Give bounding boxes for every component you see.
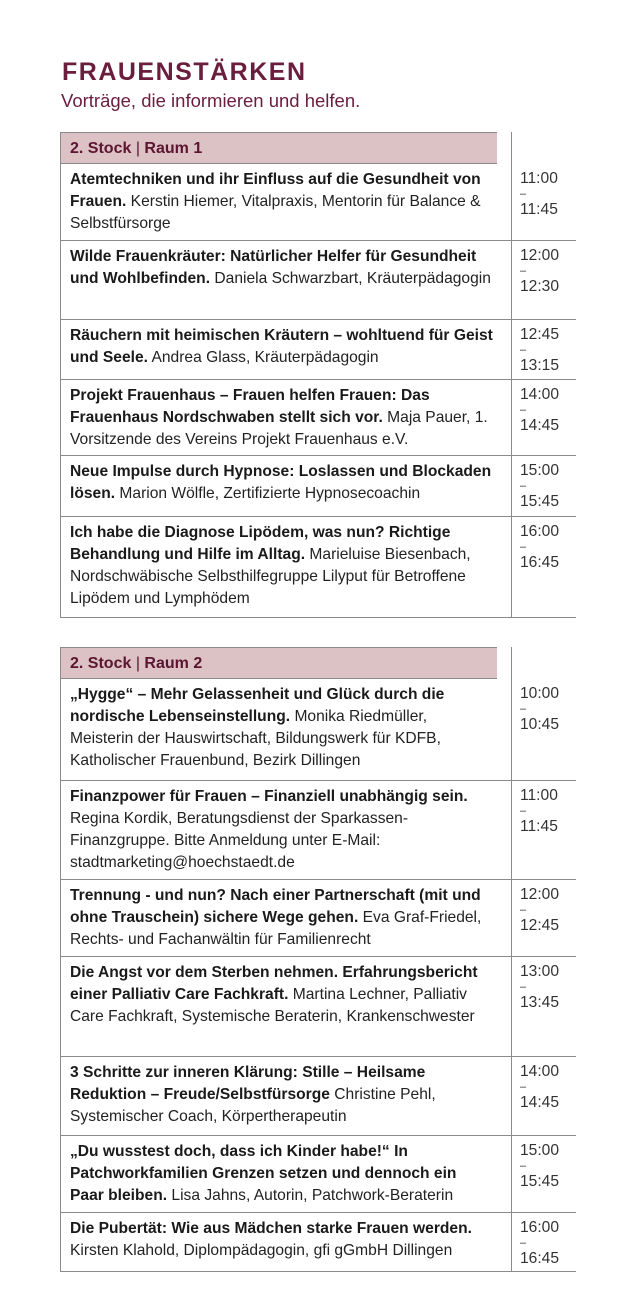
talk-title: Die Pubertät: Wie aus Mädchen starke Frauen werden. [70, 1220, 472, 1237]
talk-time [511, 1136, 576, 1212]
talk-time [511, 380, 576, 455]
header-separator: | [135, 655, 140, 672]
talk-time [511, 957, 576, 1056]
time-dash: – [520, 188, 527, 200]
talk-title: Räuchern mit heimischen Kräutern – wohltuend für Geist und Seele. [70, 327, 493, 366]
talk-row [60, 517, 576, 618]
talk-row [60, 880, 576, 957]
talk-speaker: Martina Lechner, Palliativ Care Fachkraft, Systemische Beraterin, Krankenschwester [70, 986, 475, 1025]
talk-title: 3 Schritte zur inneren Klärung: Stille – Heilsame Reduktion – Freude/Selbstfürsorge [70, 1064, 426, 1103]
talk-speaker: Regina Kordik, Beratungsdienst der Sparkassen-Finanzgruppe. Bitte Anmeldung unter E-Mail: stadtmarketing@hoechstaedt.de [70, 810, 409, 871]
talk-title: Wilde Frauenkräuter: Natürlicher Helfer für Gesundheit und Wohlbefinden. [70, 248, 477, 287]
talk-title: „Hygge“ – Mehr Gelassenheit und Glück durch die nordische Lebenseinstellung. [70, 686, 445, 725]
talk-speaker: Marion Wölfle, Zertifizierte Hypnosecoachin [119, 485, 421, 502]
section-room: Raum 2 [144, 655, 203, 672]
page-title: FRAUENSTÄRKEN [62, 58, 307, 86]
talk-start: 13:00 [520, 963, 560, 980]
talk-speaker: Kirsten Klahold, Diplompädagogin, gfi gGmbH Dillingen [70, 1242, 453, 1259]
time-dash: – [520, 1081, 527, 1093]
time-dash: – [520, 805, 527, 817]
talk-time [511, 679, 576, 780]
talk-description [60, 781, 497, 879]
talk-end: 13:15 [520, 357, 560, 374]
talk-end: 16:45 [520, 554, 560, 571]
talk-speaker: Andrea Glass, Kräuterpädagogin [151, 349, 379, 366]
talk-start: 16:00 [520, 523, 560, 540]
talk-title: Die Angst vor dem Sterben nehmen. Erfahrungsbericht einer Palliativ Care Fachkraft. [70, 964, 478, 1003]
talk-time [511, 320, 576, 379]
talk-description [60, 320, 497, 379]
talk-time [511, 241, 576, 319]
talk-title: Atemtechniken und ihr Einfluss auf die Gesundheit von Frauen. [70, 171, 481, 210]
talk-title: Neue Impulse durch Hypnose: Loslassen und Blockaden lösen. [70, 463, 492, 502]
talk-description [60, 957, 497, 1056]
talk-end: 11:45 [520, 201, 558, 218]
time-dash: – [520, 1237, 527, 1249]
talk-title: Ich habe die Diagnose Lipödem, was nun? Richtige Behandlung und Hilfe im Alltag. [70, 524, 451, 563]
page-subtitle: Vorträge, die informieren und helfen. [61, 90, 361, 111]
talk-end: 15:45 [520, 493, 560, 510]
talk-end: 16:45 [520, 1250, 560, 1267]
time-dash: – [520, 904, 527, 916]
talk-end: 15:45 [520, 1173, 560, 1190]
talk-start: 12:00 [520, 247, 560, 264]
talk-title: Trennung - und nun? Nach einer Partnerschaft (mit und ohne Trauschein) sichere Wege gehen. [70, 887, 481, 926]
schedule-section-raum-2 [60, 647, 576, 1272]
talk-row [60, 1057, 576, 1136]
talk-speaker: Monika Riedmüller, Meisterin der Hauswirtschaft, Bildungswerk für KDFB, Katholischer Frauenbund, Bezirk Dillingen [70, 708, 441, 769]
time-column-header [511, 647, 576, 679]
talk-start: 16:00 [520, 1219, 560, 1236]
time-dash: – [520, 1160, 527, 1172]
talk-start: 10:00 [520, 685, 560, 702]
talk-speaker: Kerstin Hiemer, Vitalpraxis, Mentorin für Balance & Selbstfürsorge [70, 193, 481, 232]
time-dash: – [520, 404, 527, 416]
talk-start: 14:00 [520, 1063, 560, 1080]
talk-time [511, 1057, 576, 1135]
section-floor: 2. Stock [70, 140, 132, 157]
talk-time [511, 781, 576, 879]
talk-start: 11:00 [520, 170, 558, 187]
talk-time [511, 880, 576, 956]
talk-end: 14:45 [520, 1094, 560, 1111]
talk-end: 14:45 [520, 417, 560, 434]
talk-row [60, 380, 576, 456]
talk-speaker: Daniela Schwarzbart, Kräuterpädagogin [214, 270, 491, 287]
time-dash: – [520, 480, 527, 492]
talk-description [60, 517, 497, 617]
talk-row [60, 320, 576, 380]
time-dash: – [520, 703, 527, 715]
talk-start: 12:45 [520, 326, 560, 343]
talk-speaker: Maja Pauer, 1. Vorsitzende des Vereins Projekt Frauenhaus e.V. [70, 409, 488, 448]
talk-end: 11:45 [520, 818, 558, 835]
talk-time [511, 164, 576, 240]
talk-end: 12:45 [520, 917, 560, 934]
time-dash: – [520, 981, 527, 993]
talk-row [60, 1136, 576, 1213]
talk-description [60, 679, 497, 780]
section-floor: 2. Stock [70, 655, 132, 672]
talk-description [60, 1213, 497, 1271]
talk-end: 12:30 [520, 278, 560, 295]
talk-title: Projekt Frauenhaus – Frauen helfen Frauen: Das Frauenhaus Nordschwaben stellt sich vor. [70, 387, 430, 426]
talk-description [60, 880, 497, 956]
talk-row [60, 164, 576, 241]
talk-speaker: Christine Pehl, Systemischer Coach, Körpertherapeutin [70, 1086, 436, 1125]
talk-row [60, 1213, 576, 1272]
talk-end: 10:45 [520, 716, 560, 733]
talk-end: 13:45 [520, 994, 560, 1011]
talk-start: 14:00 [520, 386, 560, 403]
talk-time [511, 456, 576, 516]
time-dash: – [520, 265, 527, 277]
talk-row [60, 957, 576, 1057]
time-column-header [511, 132, 576, 164]
talk-title: Finanzpower für Frauen – Finanziell unabhängig sein. [70, 788, 468, 805]
talk-speaker: Marieluise Biesenbach, Nordschwäbische Selbsthilfegruppe Lilyput für Betroffene Lipödem und Lymphödem [70, 546, 471, 607]
talk-description [60, 164, 497, 240]
talk-speaker: Lisa Jahns, Autorin, Patchwork-Beraterin [171, 1187, 454, 1204]
section-room: Raum 1 [144, 140, 203, 157]
talk-description [60, 241, 497, 319]
talk-description [60, 456, 497, 516]
talk-description [60, 380, 497, 455]
talk-time [511, 517, 576, 617]
talk-row [60, 679, 576, 781]
talk-speaker: Eva Graf-Friedel, Rechts- und Fachanwältin für Familienrecht [70, 909, 482, 948]
time-dash: – [520, 541, 527, 553]
talk-start: 15:00 [520, 1142, 560, 1159]
schedule-section-raum-1 [60, 132, 576, 618]
talk-start: 12:00 [520, 886, 560, 903]
header-separator: | [135, 140, 140, 157]
talk-row [60, 781, 576, 880]
talk-title: „Du wusstest doch, dass ich Kinder habe!“ In Patchworkfamilien Grenzen setzen und dennoch ein Paar bleiben. [70, 1143, 457, 1204]
talk-description [60, 1136, 497, 1212]
section-header [60, 647, 497, 679]
time-dash: – [520, 344, 527, 356]
talk-row [60, 456, 576, 517]
talk-row [60, 241, 576, 320]
talk-start: 11:00 [520, 787, 558, 804]
talk-start: 15:00 [520, 462, 560, 479]
section-header [60, 132, 497, 164]
talk-description [60, 1057, 497, 1135]
talk-time [511, 1213, 576, 1271]
